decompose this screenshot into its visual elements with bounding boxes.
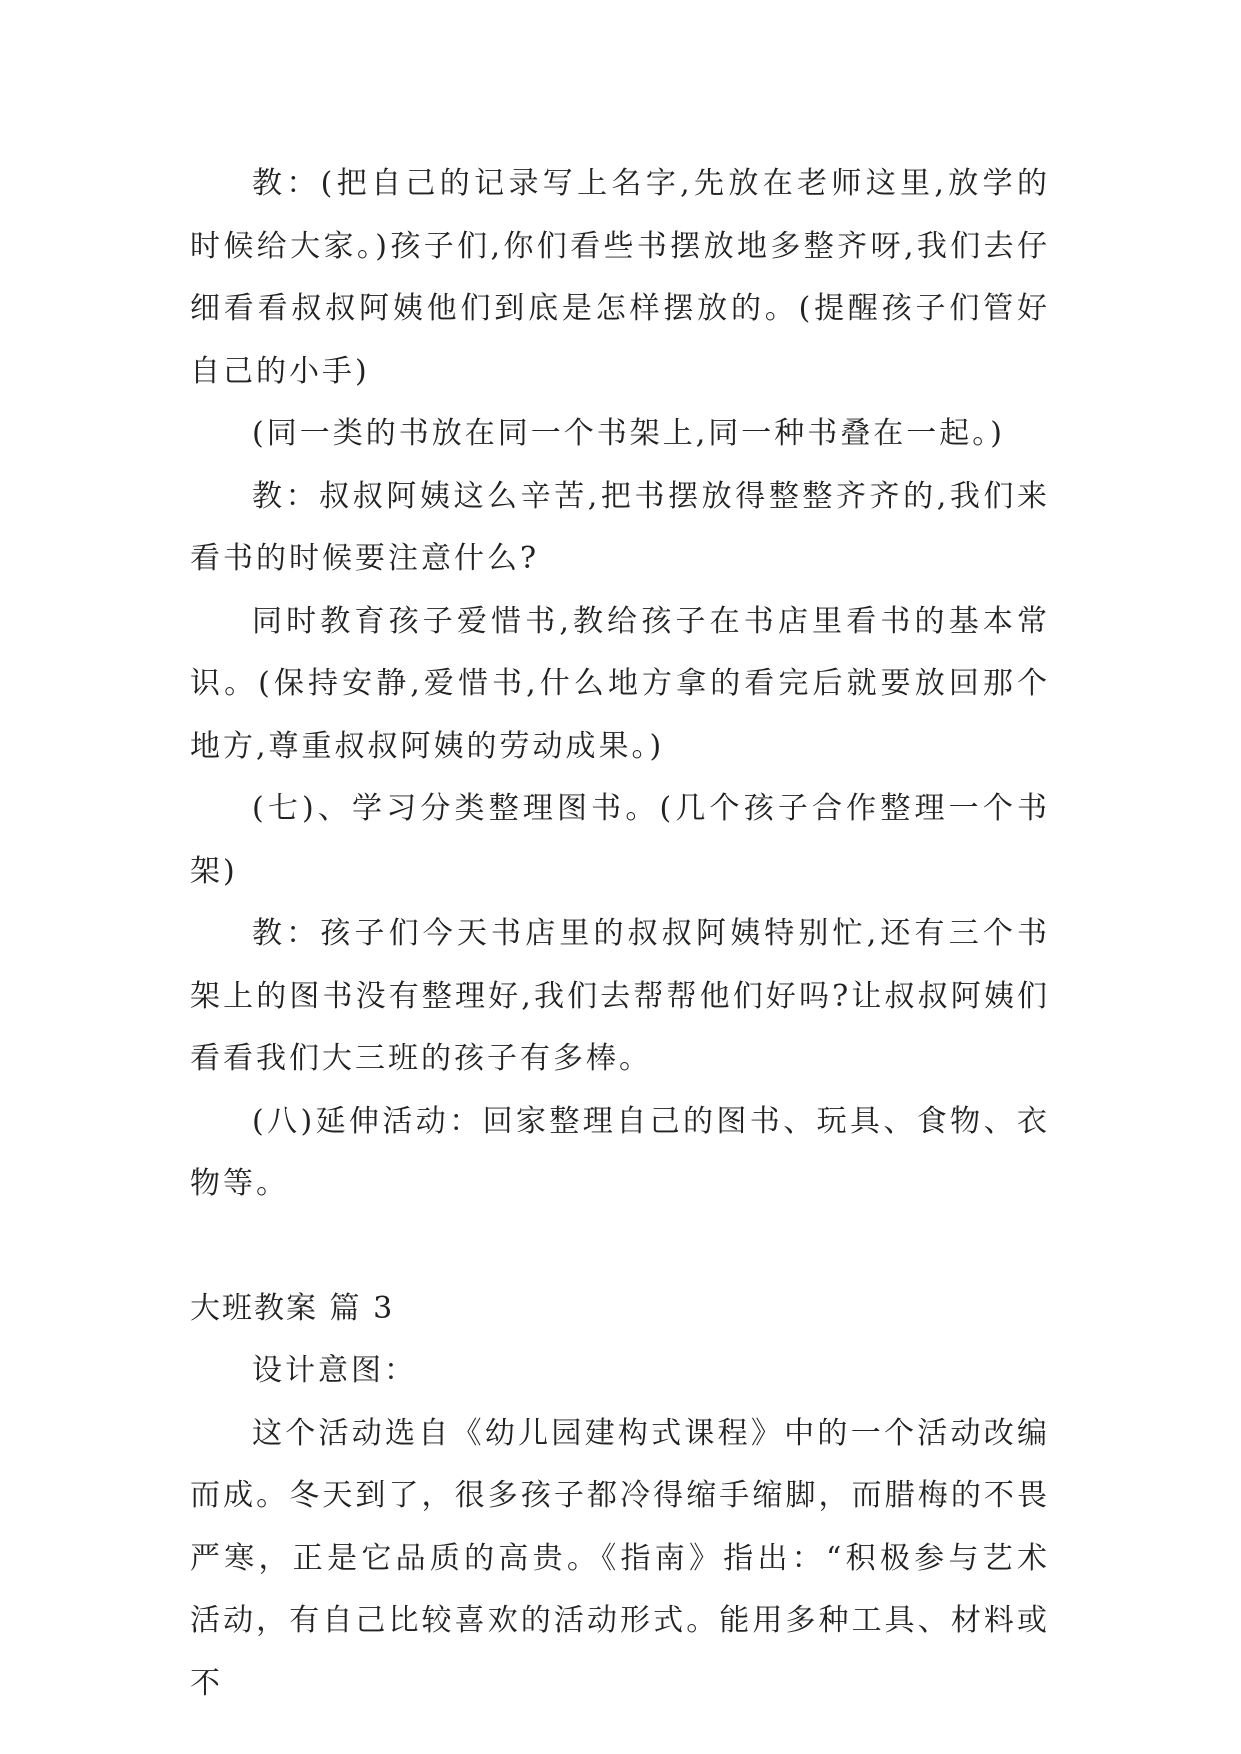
paragraph: (八)延伸活动：回家整理自己的图书、玩具、食物、衣物等。 [190,1103,1050,1201]
paragraph: 同时教育孩子爱惜书,教给孩子在书店里看书的基本常识。(保持安静,爱惜书,什么地方拿的看完后就要放回那个地方,尊重叔叔阿姨的劳动成果。) [190,603,1050,764]
paragraph: 这个活动选自《幼儿园建构式课程》中的一个活动改编而成。冬天到了，很多孩子都冷得缩手缩脚，而腊梅的不畏严寒，正是它品质的高贵。《指南》指出：“积极参与艺术活动，有自己比较喜欢的活动形式。能用多种工具、材料或不 [190,1415,1050,1701]
document-body [190,153,1050,1715]
paragraph: 教：(把自己的记录写上名字,先放在老师这里,放学的时候给大家。)孩子们,你们看些书摆放地多整齐呀,我们去仔细看看叔叔阿姨他们到底是怎样摆放的。(提醒孩子们管好自己的小手) [190,166,1050,389]
section-heading: 大班教案 篇 3 [190,1290,395,1326]
paragraph: 教：叔叔阿姨这么辛苦,把书摆放得整整齐齐的,我们来看书的时候要注意什么? [190,478,1050,576]
paragraph: (七)、学习分类整理图书。(几个孩子合作整理一个书架) [190,791,1050,889]
paragraph: 教：孩子们今天书店里的叔叔阿姨特别忙,还有三个书架上的图书没有整理好,我们去帮帮他们好吗?让叔叔阿姨们看看我们大三班的孩子有多棒。 [190,916,1050,1076]
paragraph: 设计意图： [252,1353,417,1388]
paragraph: (同一类的书放在同一个书架上,同一种书叠在一起。) [252,416,1005,451]
